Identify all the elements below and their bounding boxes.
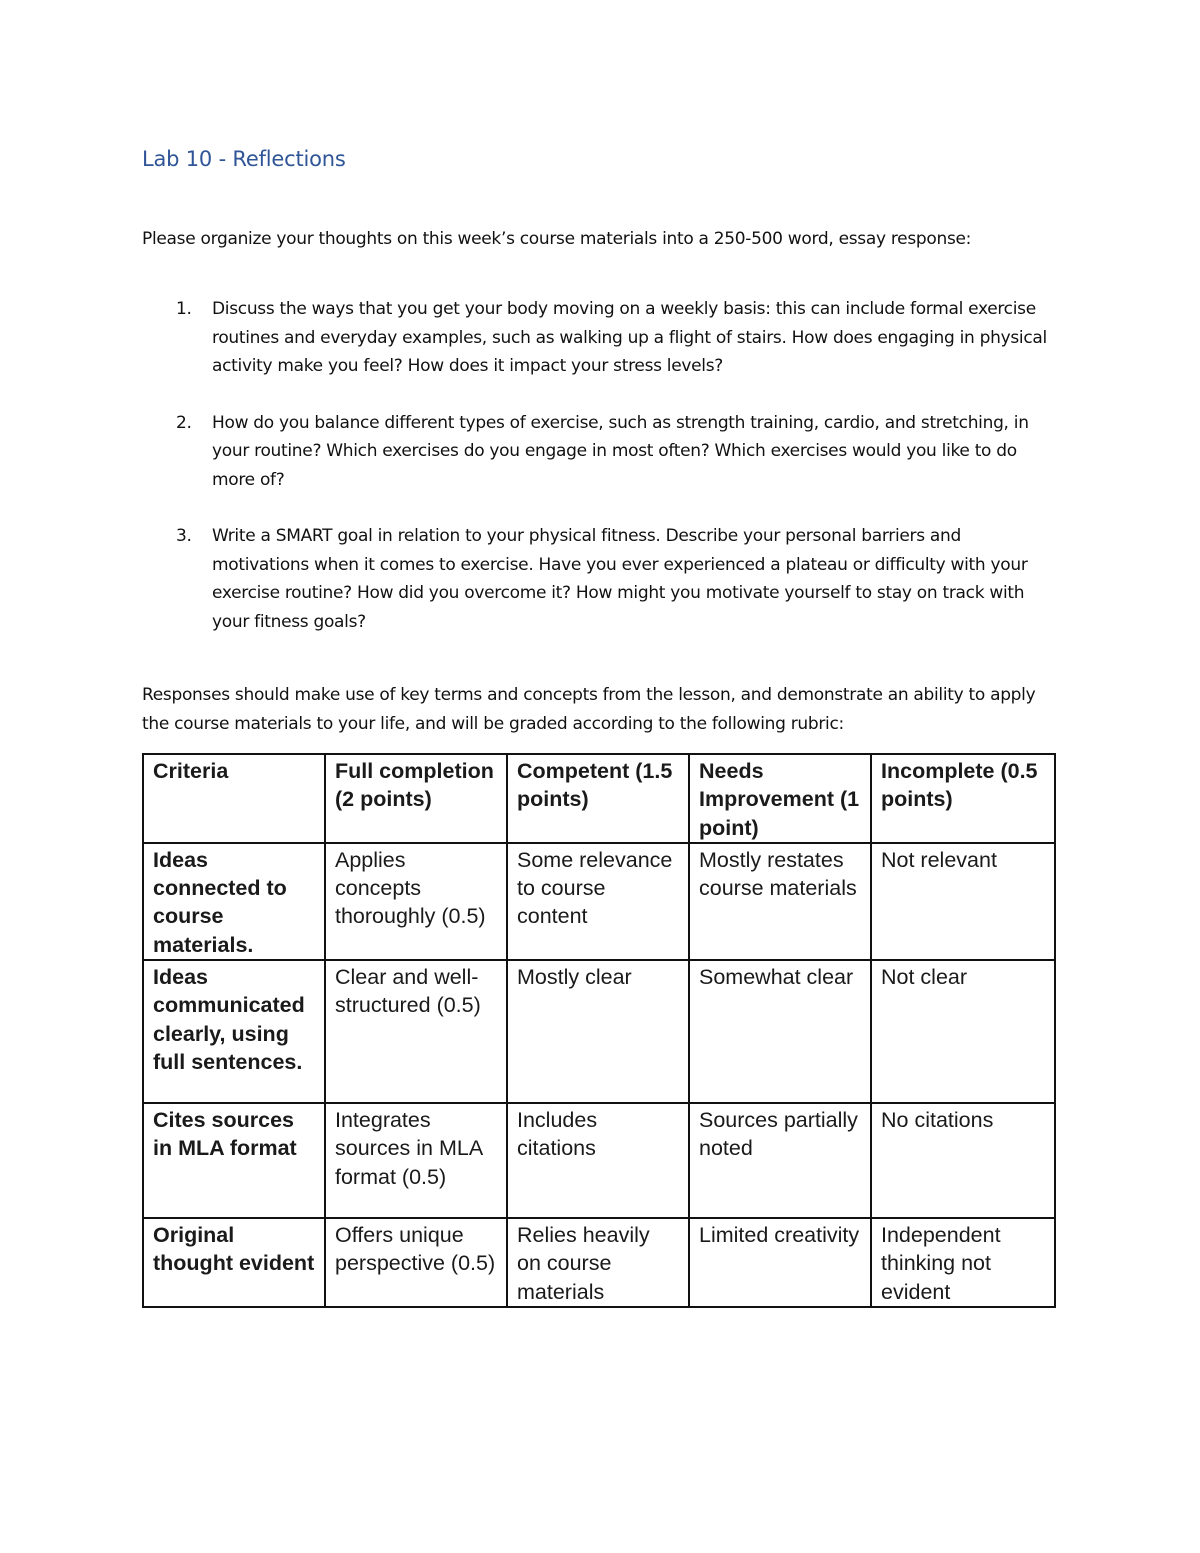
rubric-criteria-cell: Ideas connected to course materials. (143, 843, 325, 960)
rubric-cell: Some relevance to course content (507, 843, 689, 960)
rubric-header-cell: Incomplete (0.5 points) (871, 754, 1055, 843)
rubric-header-cell: Full completion (2 points) (325, 754, 507, 843)
question-text: How do you balance different types of exercise, such as strength training, cardio, and stretching, in your routine? Which exercises do you engage in most often? Which exercises would you like to do more of? (212, 412, 1029, 490)
rubric-row (143, 1103, 1055, 1218)
intro-paragraph: Please organize your thoughts on this week’s course materials into a 250-500 word, essay response: (142, 229, 972, 249)
rubric-cell: Not relevant (871, 843, 1055, 960)
rubric-cell: Relies heavily on course materials (507, 1218, 689, 1307)
responses-paragraph: Responses should make use of key terms and concepts from the lesson, and demonstrate an ability to apply the course materials to your life, and will be graded according to the following rubric: (142, 685, 1036, 734)
rubric-criteria-cell: Cites sources in MLA format (143, 1103, 325, 1218)
question-list (142, 295, 1062, 664)
rubric-cell: Integrates sources in MLA format (0.5) (325, 1103, 507, 1218)
rubric-cell: Mostly restates course materials (689, 843, 871, 960)
rubric-cell: No citations (871, 1103, 1055, 1218)
rubric-cell: Mostly clear (507, 960, 689, 1103)
question-item (142, 409, 1062, 495)
question-text: Discuss the ways that you get your body moving on a weekly basis: this can include formal exercise routines and everyday examples, such as walking up a flight of stairs. How does engaging in physical activity make you feel? How does it impact your stress levels? (212, 299, 1047, 376)
document-title: Lab 10 - Reflections (142, 147, 346, 171)
question-number: 1. (176, 299, 192, 319)
rubric-criteria-cell: Ideas communicated clearly, using full sentences. (143, 960, 325, 1103)
rubric-criteria-cell: Original thought evident (143, 1218, 325, 1307)
rubric-row (143, 960, 1055, 1103)
rubric-cell: Clear and well-structured (0.5) (325, 960, 507, 1103)
question-number: 2. (176, 412, 192, 433)
question-text: Write a SMART goal in relation to your physical fitness. Describe your personal barriers and motivations when it comes to exercise. Have you ever experienced a plateau or difficulty with your exercise routine? How did you overcome it? How might you motivate yourself to stay on track with your fitness goals? (212, 526, 1028, 632)
rubric-row (143, 843, 1055, 960)
question-item (142, 522, 1062, 636)
rubric-row (143, 1218, 1055, 1307)
rubric-cell: Somewhat clear (689, 960, 871, 1103)
rubric-header-cell: Criteria (143, 754, 325, 843)
rubric-cell: Offers unique perspective (0.5) (325, 1218, 507, 1307)
question-number: 3. (176, 526, 192, 546)
rubric-cell: Limited creativity (689, 1218, 871, 1307)
rubric-cell: Includes citations (507, 1103, 689, 1218)
rubric-cell: Independent thinking not evident (871, 1218, 1055, 1307)
rubric-cell: Not clear (871, 960, 1055, 1103)
rubric-cell: Sources partially noted (689, 1103, 871, 1218)
rubric-header-cell: Competent (1.5 points) (507, 754, 689, 843)
rubric-header-row (143, 754, 1055, 843)
question-item (142, 295, 1062, 381)
rubric-header-cell: Needs Improvement (1 point) (689, 754, 871, 843)
rubric-table (142, 753, 1056, 1308)
rubric-cell: Applies concepts thoroughly (0.5) (325, 843, 507, 960)
